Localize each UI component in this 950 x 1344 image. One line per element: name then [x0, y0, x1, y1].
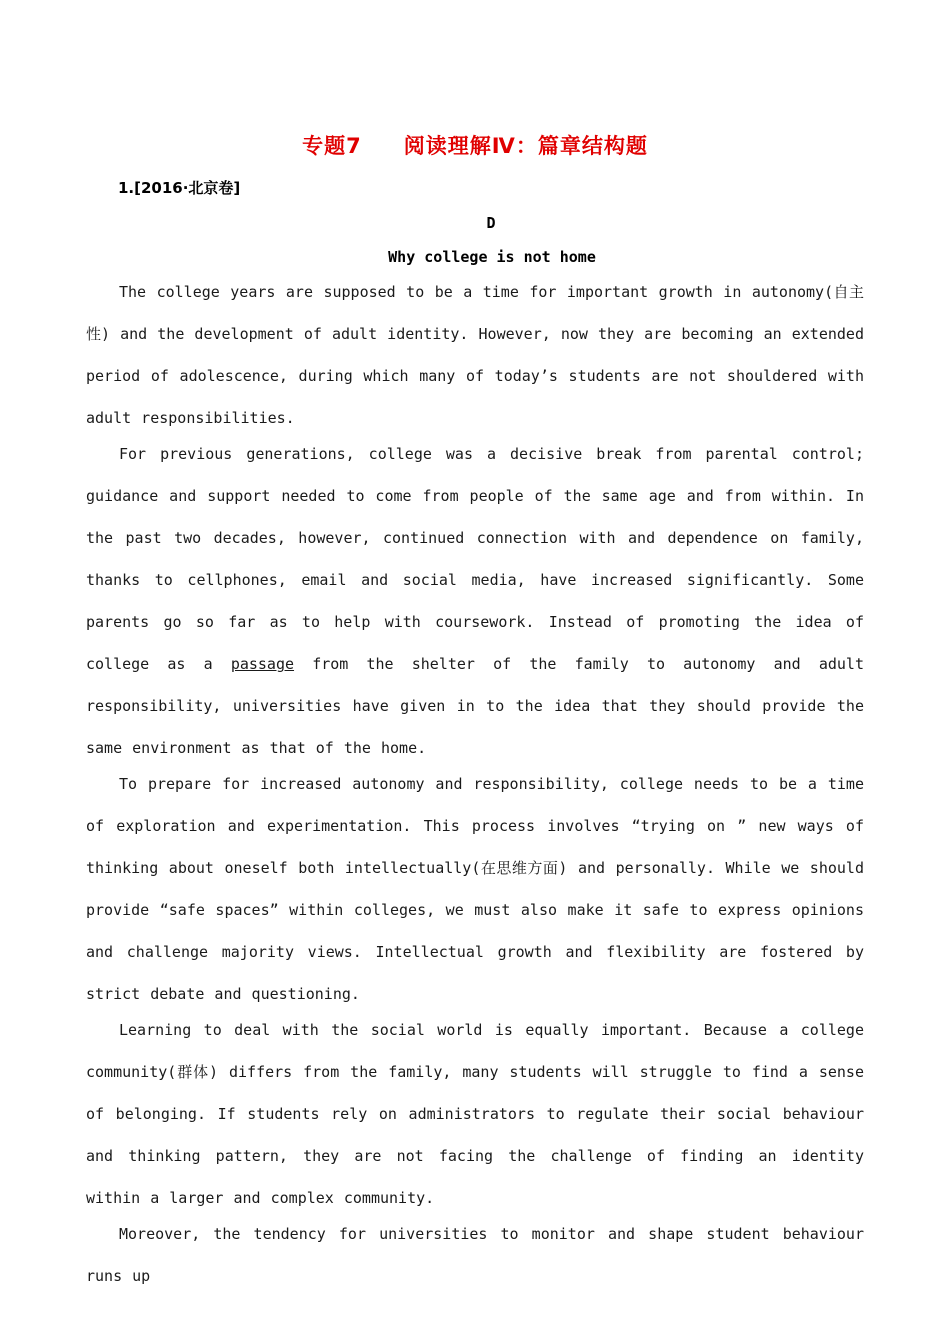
article-title: Why college is not home [388, 248, 596, 266]
article-body [86, 271, 864, 1291]
paragraph-3: To prepare for increased autonomy and responsibility, college needs to be a time of exploration and experimentation. This process involves “trying on ” new ways of thinking about oneself both intellectually(在思维方面) and personally. While we should provide “safe spaces” within colleges, we must also make it safe to express opinions and challenge majority views. Intellectual growth and flexibility are fostered by strict debate and questioning. [86, 775, 864, 1003]
title-topic-name: 阅读理解Ⅳ：篇章结构题 [403, 134, 648, 158]
question-label: 1.[2016·北京卷] [118, 179, 241, 197]
title-topic-number: 专题7 [302, 134, 362, 158]
section-letter: D [486, 214, 496, 232]
paragraph-1: The college years are supposed to be a time for important growth in autonomy(自主性) and the development of adult identity. However, now they are becoming an extended period of adolescence, during which many of today’s students are not shouldered with adult responsibilities. [86, 283, 864, 427]
paragraph-2 [86, 433, 864, 769]
underlined-word-passage: passage [230, 655, 295, 673]
page-title [0, 130, 950, 160]
paragraph-2-text-before: For previous generations, college was a decisive break from parental control; guidance and support needed to come from people of the same age and from within. In the past two decades, however, continued connection with and dependence on family, thanks to cellphones, email and social media, have increased significantly. Some parents go so far as to help with coursework. Instead of promoting the idea of college as a [86, 445, 864, 673]
paragraph-5: Moreover, the tendency for universities to monitor and shape student behaviour runs up [86, 1225, 864, 1285]
paragraph-4: Learning to deal with the social world is equally important. Because a college community(群体) differs from the family, many students will struggle to find a sense of belonging. If students rely on administrators to regulate their social behaviour and thinking pattern, they are not facing the challenge of finding an identity within a larger and complex community. [86, 1021, 864, 1207]
paragraph-2-text-after: from the shelter of the family to autonomy and adult responsibility, universities have given in to the idea that they should provide the same environment as that of the home. [86, 655, 864, 757]
